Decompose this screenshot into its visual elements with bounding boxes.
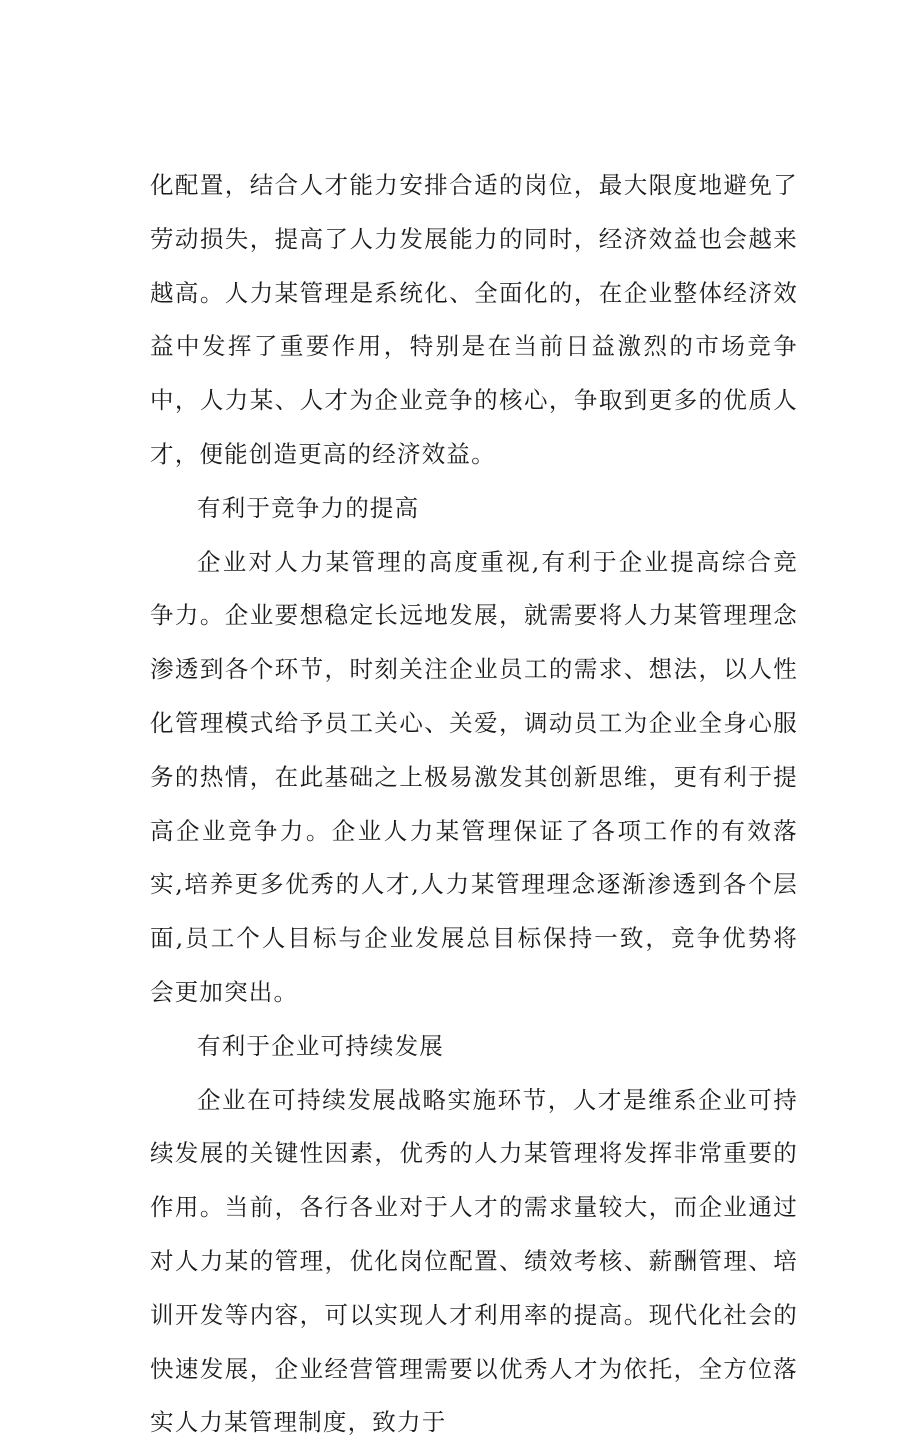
section-heading-competitiveness: 有利于竞争力的提高	[197, 493, 420, 522]
body-paragraph-sustainable-development: 企业在可持续发展战略实施环节，人才是维系企业可持续发展的关键性因素，优秀的人力某管理将发挥非常重要的作用。当前，各行各业对于人才的需求量较大，而企业通过对人力某的管理，优化岗位配置、绩效考核、薪酬管理、培训开发等内容，可以实现人才利用率的提高。现代化社会的快速发展，企业经营管理需要以优秀人才为依托，全方位落实人力某管理制度，致力于	[150, 1085, 798, 1437]
section-heading-sustainable-development: 有利于企业可持续发展	[197, 1031, 444, 1060]
document-body	[150, 159, 798, 1450]
body-paragraph-competitiveness: 企业对人力某管理的高度重视,有利于企业提高综合竞争力。企业要想稳定长远地发展，就需要将人力某管理理念渗透到各个环节，时刻关注企业员工的需求、想法，以人性化管理模式给予员工关心、关爱，调动员工为企业全身心服务的热情，在此基础之上极易激发其创新思维，更有利于提高企业竞争力。企业人力某管理保证了各项工作的有效落实,培养更多优秀的人才,人力某管理理念逐渐渗透到各个层面,员工个人目标与企业发展总目标保持一致，竞争优势将会更加突出。	[150, 547, 798, 1006]
body-paragraph-continued: 化配置，结合人才能力安排合适的岗位，最大限度地避免了劳动损失，提高了人力发展能力的同时，经济效益也会越来越高。人力某管理是系统化、全面化的，在企业整体经济效益中发挥了重要作用，特别是在当前日益激烈的市场竞争中，人力某、人才为企业竞争的核心，争取到更多的优质人才，便能创造更高的经济效益。	[150, 171, 798, 468]
